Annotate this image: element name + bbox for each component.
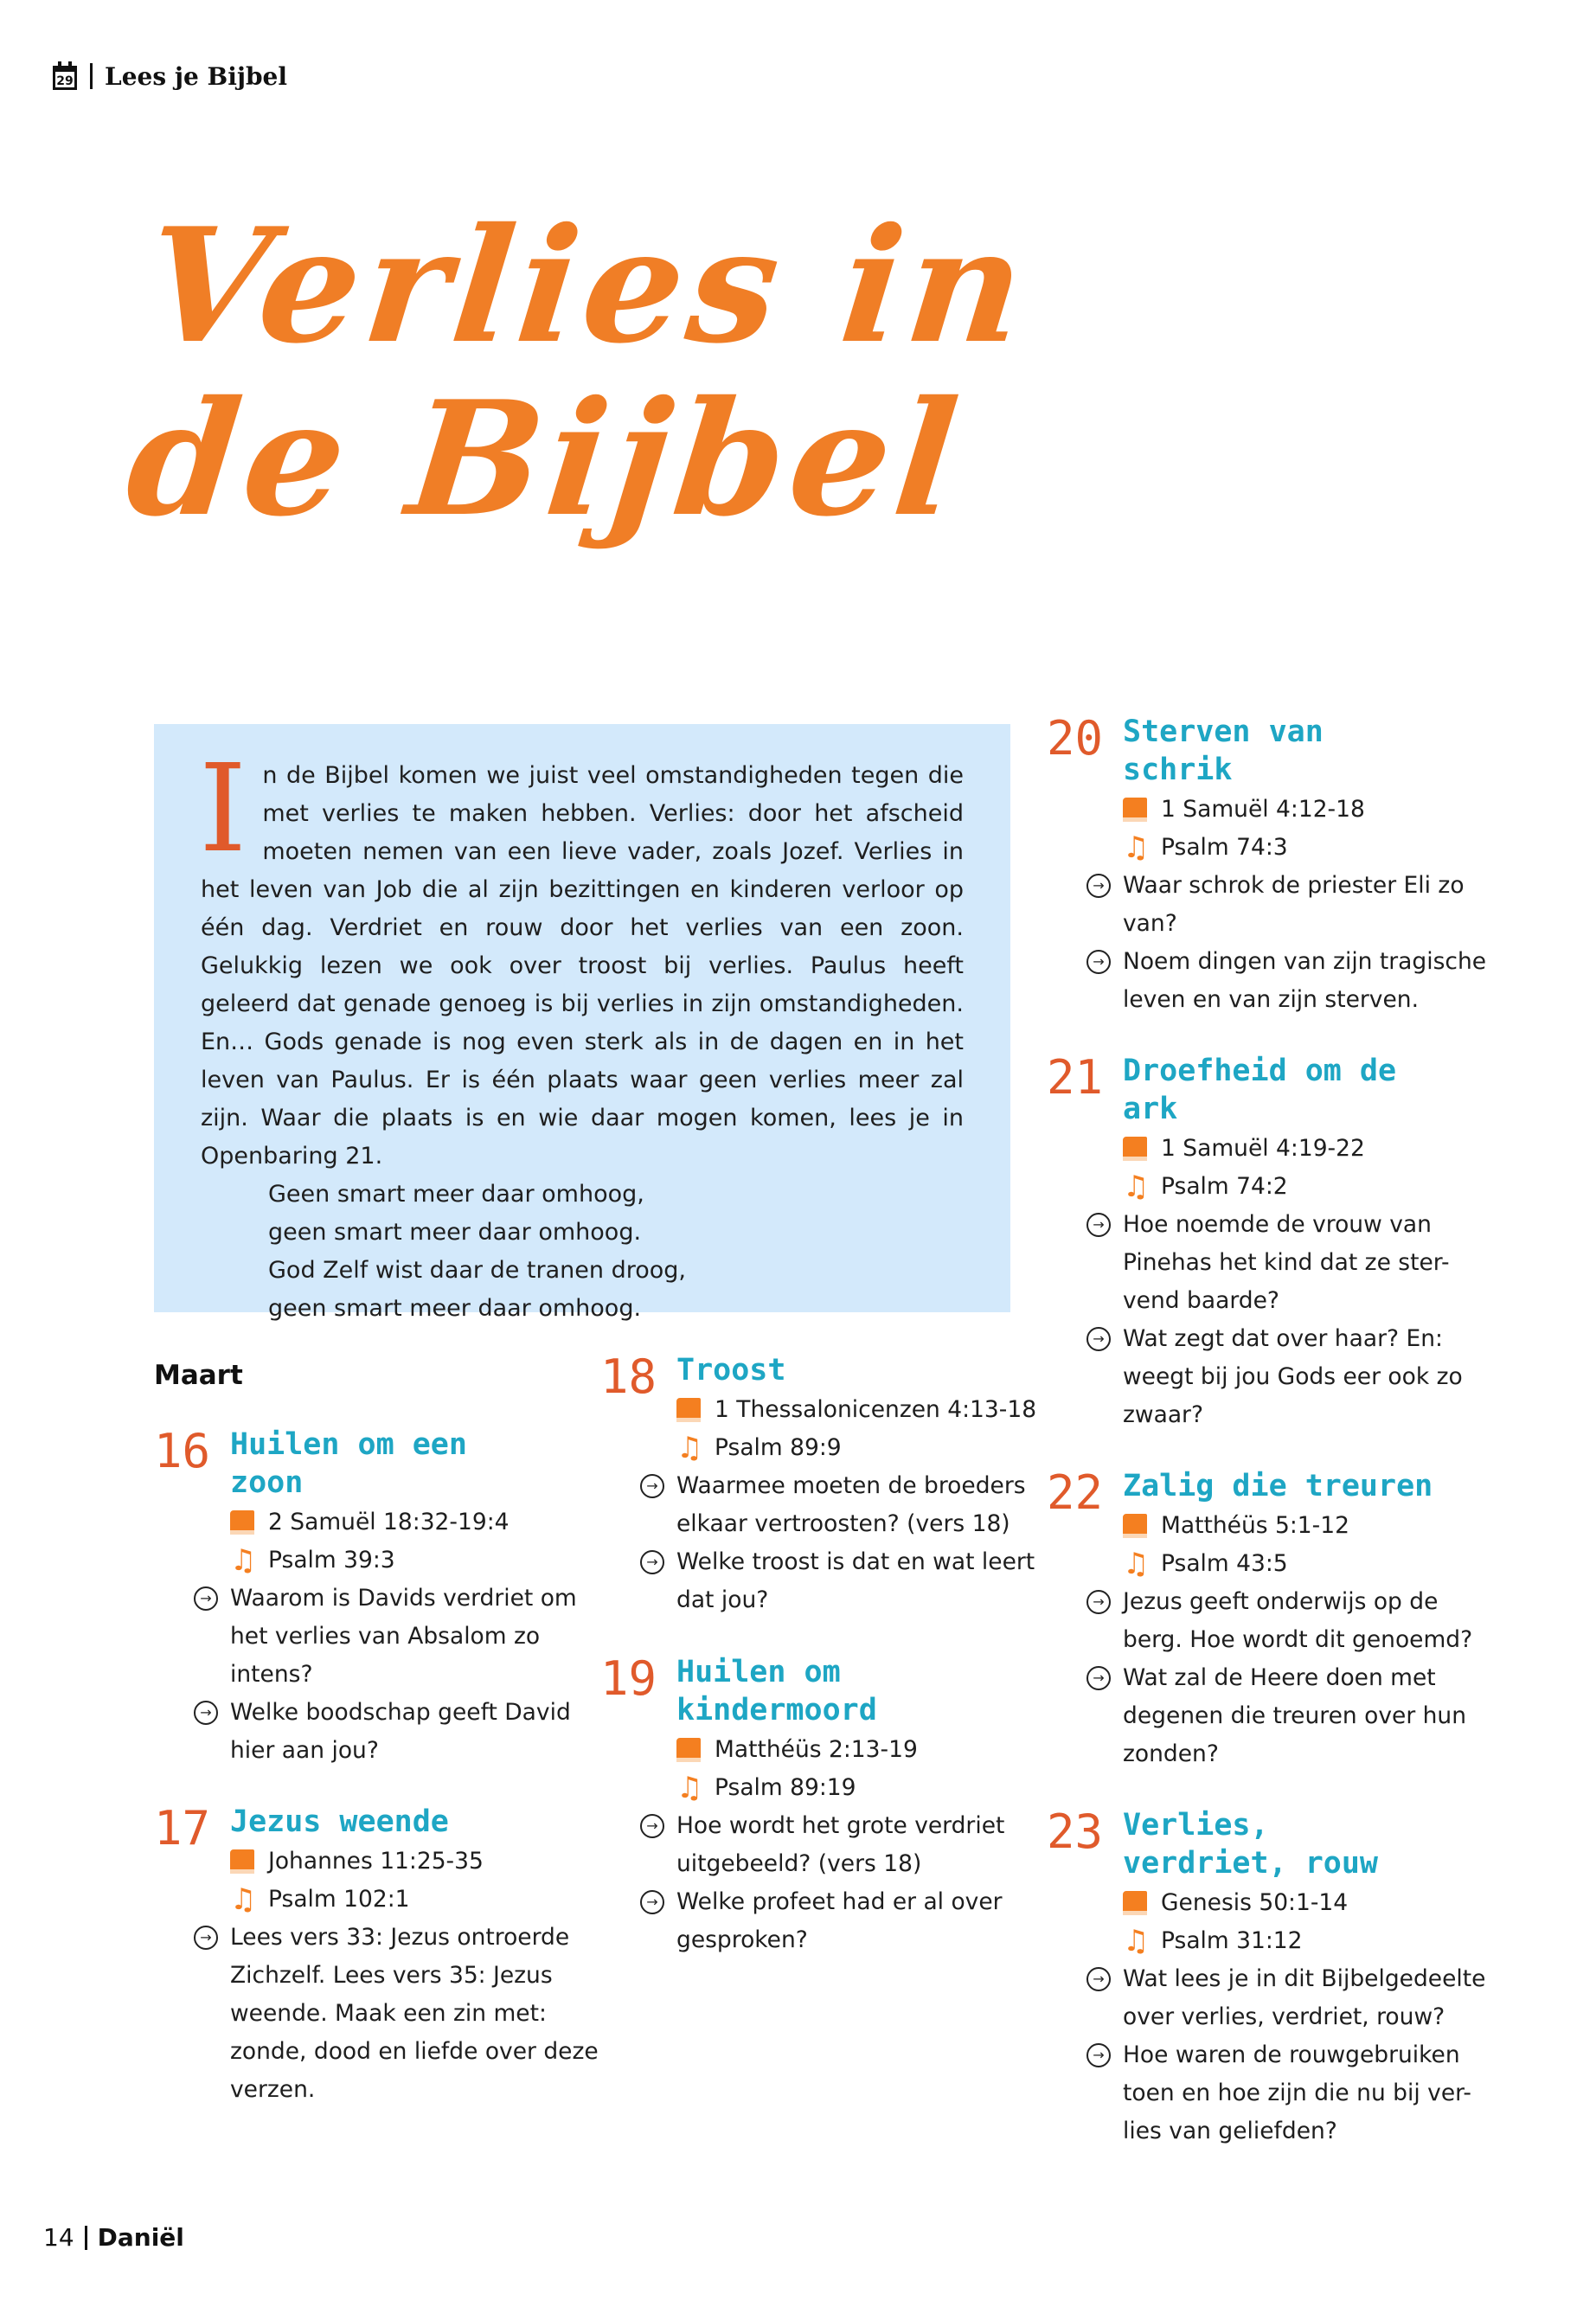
psalm-reference (1086, 1168, 1502, 1206)
question-text (230, 1580, 577, 1694)
question (194, 1919, 609, 2109)
book-icon (1123, 1891, 1147, 1915)
bible-reading-text: Johannes 11:25-35 (268, 1848, 484, 1875)
book-icon (676, 1738, 701, 1762)
psalm-reference (1086, 829, 1502, 867)
question-text (1123, 943, 1486, 1019)
day-title-line: verdriet, rouw (1123, 1846, 1379, 1881)
question-line: weegt bij jou Gods eer ook zo (1123, 1363, 1463, 1390)
arrow-circle-icon: → (640, 1474, 664, 1498)
day-title (1123, 713, 1486, 789)
question-line: Welke boodschap geeft David (230, 1699, 571, 1726)
day-number: 17 (154, 1801, 211, 1856)
bible-reading (194, 1843, 609, 1881)
arrow-circle-icon: → (640, 1550, 664, 1574)
arrow-circle-icon: → (1086, 950, 1111, 974)
question-line: leven en van zijn sterven. (1123, 986, 1419, 1013)
question-line: Wat lees je in dit Bijbelgedeelte (1123, 1965, 1486, 1992)
question-text (676, 1543, 1035, 1619)
arrow-circle-icon: → (1086, 1666, 1111, 1690)
question-line: Waarmee moeten de broeders (676, 1472, 1026, 1499)
poem-line: geen smart meer daar omhoog. (268, 1295, 642, 1322)
day-body (194, 1503, 609, 1770)
day-title (230, 1426, 593, 1502)
question-text (230, 1694, 571, 1770)
day-body (1086, 1884, 1502, 2150)
book-icon (1123, 1514, 1147, 1538)
question-line: het verlies van Absalom zo (230, 1623, 541, 1650)
question-line: uitgebeeld? (vers 18) (676, 1850, 922, 1877)
arrow-circle-icon: → (194, 1586, 218, 1611)
footer-label: Daniël (97, 2223, 184, 2252)
arrow-circle-icon: → (1086, 2043, 1111, 2067)
psalm-reference (194, 1881, 609, 1919)
psalm-text: Psalm 74:2 (1161, 1173, 1288, 1200)
question-text (1123, 867, 1465, 943)
arrow-circle-icon: → (1086, 1590, 1111, 1614)
bible-reading (1086, 791, 1502, 829)
page-header (52, 59, 287, 93)
bible-reading-text: 1 Samuël 4:12-18 (1161, 796, 1365, 823)
music-note-icon: ♫ (1123, 830, 1150, 865)
book-icon (230, 1849, 254, 1874)
page-number: 14 (43, 2223, 74, 2252)
book-icon (1123, 798, 1147, 822)
music-note-icon: ♫ (1123, 1547, 1150, 1581)
question-line: zwaar? (1123, 1401, 1204, 1428)
day-body (194, 1843, 609, 2109)
music-note-icon: ♫ (676, 1771, 703, 1805)
question (194, 1694, 609, 1770)
question-line: zonde, dood en liefde over deze (230, 2038, 599, 2065)
footer-divider (85, 2226, 87, 2250)
bible-reading-text: Matthéüs 2:13-19 (715, 1736, 918, 1763)
arrow-circle-icon: → (1086, 1967, 1111, 1991)
day-title-line: schrik (1123, 753, 1233, 787)
bible-reading (1086, 1130, 1502, 1168)
question (1086, 2036, 1502, 2150)
question-line: Pinehas het kind dat ze ster- (1123, 1249, 1450, 1276)
question-line: gesproken? (676, 1926, 808, 1953)
question (1086, 1320, 1502, 1434)
header-label: Lees je Bijbel (105, 61, 287, 91)
arrow-circle-icon: → (1086, 1327, 1111, 1351)
intro-box (154, 724, 1010, 1322)
question-line: elkaar vertroosten? (vers 18) (676, 1510, 1010, 1537)
day-title-line: kindermoord (676, 1693, 877, 1727)
question (640, 1883, 1055, 1959)
psalm-reference (1086, 1922, 1502, 1960)
bible-reading (1086, 1507, 1502, 1545)
poem-line: God Zelf wist daar de tranen droog, (268, 1257, 686, 1284)
bible-reading-text: 1 Samuël 4:19-22 (1161, 1135, 1365, 1162)
psalm-text: Psalm 89:9 (715, 1434, 842, 1461)
music-note-icon: ♫ (1123, 1170, 1150, 1204)
question (1086, 1659, 1502, 1773)
question-text (676, 1467, 1026, 1543)
question-line: Welke troost is dat en wat leert (676, 1548, 1035, 1575)
question-line: Lees vers 33: Jezus ontroerde (230, 1924, 570, 1951)
music-note-icon: ♫ (230, 1543, 257, 1578)
question-line: van? (1123, 910, 1177, 937)
question-text (676, 1883, 1003, 1959)
question-text (1123, 1960, 1485, 2036)
title-line-1: Verlies in (138, 193, 1038, 378)
question-line: Hoe noemde de vrouw van (1123, 1211, 1432, 1238)
bible-reading-text: 2 Samuël 18:32-19:4 (268, 1509, 510, 1535)
day-body (1086, 1507, 1502, 1773)
question (640, 1543, 1055, 1619)
day-title-line: Huilen om (676, 1655, 841, 1689)
question-line: Waarom is Davids verdriet om (230, 1585, 577, 1612)
poem-line: geen smart meer daar omhoog. (268, 1219, 642, 1246)
book-icon (230, 1510, 254, 1535)
day-body (1086, 791, 1502, 1019)
question-line: Noem dingen van zijn tragische (1123, 948, 1487, 975)
music-note-icon: ♫ (230, 1882, 257, 1917)
bible-reading (194, 1503, 609, 1541)
day-number: 18 (600, 1349, 657, 1404)
arrow-circle-icon: → (640, 1890, 664, 1914)
question-line: Waar schrok de priester Eli zo (1123, 872, 1465, 899)
page-footer (43, 2223, 184, 2252)
arrow-circle-icon: → (1086, 1213, 1111, 1237)
book-icon (1123, 1137, 1147, 1161)
day-number: 19 (600, 1651, 657, 1706)
day-title-line: Verlies, (1123, 1808, 1269, 1843)
question-line: degenen die treuren over hun (1123, 1702, 1467, 1729)
day-title (1123, 1467, 1486, 1505)
question-line: over verlies, verdriet, rouw? (1123, 2003, 1445, 2030)
page-title (119, 193, 1038, 551)
question-line: Wat zegt dat over haar? En: (1123, 1325, 1443, 1352)
psalm-text: Psalm 89:19 (715, 1774, 856, 1801)
question-line: toen en hoe zijn die nu bij ver- (1123, 2080, 1471, 2106)
day-number: 23 (1047, 1804, 1104, 1859)
day-title-line: Huilen om een (230, 1427, 467, 1462)
question (1086, 1206, 1502, 1320)
day-title-line: Zalig die treuren (1123, 1469, 1433, 1503)
question-text (1123, 1206, 1450, 1320)
header-divider (90, 63, 93, 89)
question (1086, 867, 1502, 943)
psalm-text: Psalm 43:5 (1161, 1550, 1288, 1577)
question-text (1123, 1659, 1466, 1773)
music-note-icon: ♫ (1123, 1924, 1150, 1958)
question (1086, 1583, 1502, 1659)
question-text (676, 1807, 1004, 1883)
question-line: Welke profeet had er al over (676, 1888, 1003, 1915)
day-body (1086, 1130, 1502, 1434)
bible-reading (640, 1391, 1055, 1429)
psalm-text: Psalm 31:12 (1161, 1927, 1303, 1954)
arrow-circle-icon: → (1086, 874, 1111, 898)
question-text (230, 1919, 599, 2109)
day-title (1123, 1806, 1486, 1882)
bible-reading-text: Matthéüs 5:1-12 (1161, 1512, 1349, 1539)
music-note-icon: ♫ (676, 1431, 703, 1465)
book-icon (676, 1398, 701, 1422)
question (194, 1580, 609, 1694)
day-number: 16 (154, 1424, 211, 1478)
question (640, 1807, 1055, 1883)
psalm-text: Psalm 102:1 (268, 1886, 410, 1913)
question-text (1123, 1320, 1463, 1434)
day-title-line: ark (1123, 1092, 1178, 1126)
question-line: verzen. (230, 2076, 316, 2103)
day-title (230, 1803, 593, 1841)
day-title (1123, 1052, 1486, 1128)
day-title-line: Troost (676, 1353, 786, 1388)
month-label: Maart (154, 1360, 243, 1391)
arrow-circle-icon: → (194, 1701, 218, 1725)
question-line: dat jou? (676, 1586, 769, 1613)
question-text (1123, 1583, 1472, 1659)
arrow-circle-icon: → (640, 1814, 664, 1838)
bible-reading (640, 1731, 1055, 1769)
psalm-reference (640, 1429, 1055, 1467)
question-line: Wat zal de Heere doen met (1123, 1664, 1436, 1691)
drop-cap: I (199, 739, 247, 880)
bible-reading (1086, 1884, 1502, 1922)
svg-text:29: 29 (56, 74, 74, 88)
day-title-line: Droefheid om de (1123, 1054, 1397, 1088)
psalm-text: Psalm 39:3 (268, 1547, 395, 1574)
question-line: vend baarde? (1123, 1287, 1279, 1314)
title-line-2: de Bijbel (119, 366, 971, 551)
question (1086, 1960, 1502, 2036)
day-title-line: Jezus weende (230, 1804, 449, 1839)
question-line: hier aan jou? (230, 1737, 379, 1764)
poem-line: Geen smart meer daar omhoog, (268, 1181, 644, 1208)
day-body (640, 1391, 1055, 1619)
question-line: Hoe waren de rouwgebruiken (1123, 2041, 1460, 2068)
question-line: intens? (230, 1661, 313, 1688)
question-line: Jezus geeft onderwijs op de (1123, 1588, 1439, 1615)
question (640, 1467, 1055, 1543)
bible-reading-text: 1 Thessalonicenzen 4:13-18 (715, 1396, 1037, 1423)
question-line: berg. Hoe wordt dit genoemd? (1123, 1626, 1473, 1653)
intro-paragraph: n de Bijbel komen we juist veel omstandigheden tegen die met verlies te maken hebben. Verlies: door het afscheid moeten nemen van een lieve vader, zoals Jozef. Verlies in het leven van Job die al zijn bezittingen en kinderen verloor op één dag. Verdriet en rouw door het verlies van een zoon. Gelukkig lezen we ook over troost bij verlies. Paulus heeft geleerd dat genade genoeg is bij verlies in zijn omstandigheden. En… Gods genade is nog even sterk als in de dagen en in het leven van Paulus. Er is één plaats waar geen verlies meer zal zijn. Waar die plaats is en wie daar mogen komen, lees je in Openbaring 21. (201, 762, 964, 1170)
day-number: 22 (1047, 1465, 1104, 1520)
psalm-reference (1086, 1545, 1502, 1583)
day-body (640, 1731, 1055, 1959)
psalm-text: Psalm 74:3 (1161, 834, 1288, 861)
question-line: weende. Maak een zin met: (230, 2000, 547, 2027)
question-line: lies van geliefden? (1123, 2118, 1337, 2144)
day-title-line: zoon (230, 1465, 304, 1500)
question-text (1123, 2036, 1471, 2150)
question-line: Hoe wordt het grote verdriet (676, 1812, 1005, 1839)
question-line: zonden? (1123, 1740, 1219, 1767)
question-line: Zichzelf. Lees vers 35: Jezus (230, 1962, 553, 1989)
day-title-line: Sterven van (1123, 715, 1324, 749)
intro-poem (201, 1176, 964, 1328)
psalm-reference (194, 1541, 609, 1580)
day-title (676, 1351, 1040, 1389)
psalm-reference (640, 1769, 1055, 1807)
day-number: 21 (1047, 1050, 1104, 1105)
day-title (676, 1653, 1040, 1729)
day-number: 20 (1047, 711, 1104, 766)
arrow-circle-icon: → (194, 1926, 218, 1950)
question (1086, 943, 1502, 1019)
calendar-icon (52, 61, 78, 91)
bible-reading-text: Genesis 50:1-14 (1161, 1889, 1349, 1916)
